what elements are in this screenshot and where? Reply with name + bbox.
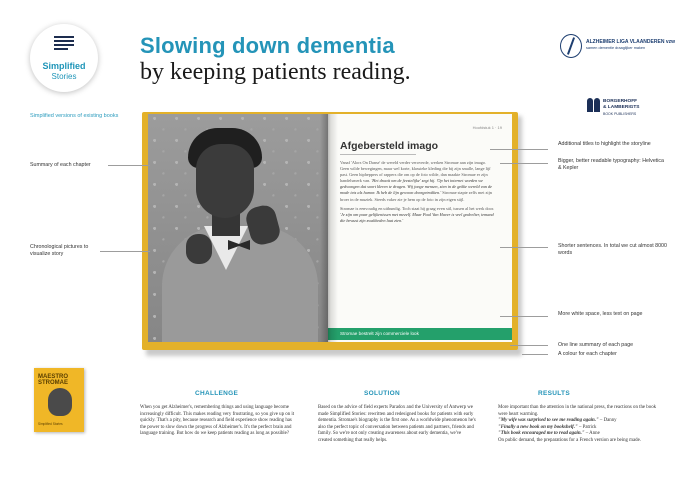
quote-text: "This book encouraged me to read again.": [498, 431, 585, 436]
annotation-line: [500, 247, 548, 248]
photo-page: [148, 114, 328, 342]
open-book: [142, 110, 522, 356]
publisher-mark-icon: [587, 98, 593, 112]
paragraph-1: Vanaf 'Alors On Danse' de wereld verder veroverde, werken Stromae aan zijn imago. Geen wilde bewegingen, maar wel korte, klassieke kleding die bij zijn smalle, lange lijf past. Geen hipheppers of rappers die om op de foto wilde, dan maakte Stromae er zijn handelsmerk van.: [340, 160, 491, 184]
annotation-chapter-colour: A colour for each chapter: [558, 351, 617, 357]
results-text: [498, 405, 658, 444]
publisher-mark-icon-2: [594, 98, 600, 112]
solution-title: SOLUTION: [364, 390, 400, 397]
chapter-title: Afgebersteld imago: [340, 140, 439, 152]
results-intro: More important than the attention in the national press, the reactions on the book were heart warming.: [498, 405, 657, 417]
annotation-line: [510, 345, 548, 346]
headline-line2: by keeping patients reading.: [140, 59, 411, 85]
logo-name-line2: Stories: [51, 72, 77, 81]
chapter-body: [340, 160, 496, 227]
sponsor1-name: ALZHEIMER LIGA VLAANDEREN vzw: [586, 39, 675, 45]
sponsor2-name: [603, 99, 640, 111]
cover-footer: Simplified Stories: [38, 422, 63, 426]
annotation-line: [522, 354, 548, 355]
photo-hand-left: [186, 234, 212, 264]
text-page: [328, 114, 512, 342]
quote-text: "Finally a new book on my bookshelf.": [498, 424, 578, 430]
cover-title: [38, 374, 68, 386]
simplified-stories-logo: [30, 24, 98, 92]
annotation-line: [490, 149, 548, 150]
book-lines-icon: [54, 36, 74, 52]
annotation-one-line-summary: One line summary of each page: [558, 342, 634, 348]
cover-title-line2: STROMAE: [38, 380, 68, 386]
results-outro: On public demand, the preparations for a French version are being made.: [498, 437, 642, 443]
annotation-line: [108, 165, 150, 166]
page-summary-text: Stromae bestrelt zijn commerciele look: [340, 331, 419, 336]
chapter-divider: [340, 154, 416, 155]
page-header: Hoofdstuk 1 · 19: [472, 125, 502, 130]
results-title: RESULTS: [538, 390, 570, 397]
quote-2: 'Je zijn om paar gelijkenissen met mezelf. Maar Paul Van Haver is veel gedeelter, iemand die bewust zijn zwakheden laat zien.': [340, 211, 494, 223]
photo-face: [196, 144, 254, 218]
alzheimer-liga-mark-icon: [560, 34, 582, 58]
sponsor2-name-line2: & LAMBERIGTS: [603, 105, 640, 110]
annotation-additional-titles: Additional titles to highlight the storyline: [558, 141, 651, 147]
quote-author: – Anne: [584, 431, 600, 436]
challenge-title: CHALLENGE: [195, 390, 239, 397]
book-cover-thumbnail: [34, 368, 84, 432]
logo-name-line1: Simplified: [42, 61, 86, 71]
annotation-chronological-pictures: Chronological pictures to visualize story: [30, 244, 89, 257]
quote-author: – Patrick: [577, 424, 597, 430]
solution-text: Based on the advice of field experts Paradox and the University of Antwerp we made Simplified Stories: rewritten and redesigned books for patients with early dementia. Stromae's biography is the first one. As a worldwide phenomenon he's also the perfect topic of conversation between patients and partners, friends and family. So we're not only creating awareness about early dementia, we've created something that really helps.: [318, 405, 476, 443]
annotation-line: [100, 251, 150, 252]
alzheimer-liga-logo: [560, 34, 675, 64]
annotation-white-space: More white space, less text on page: [558, 311, 643, 317]
cover-portrait: [48, 388, 72, 416]
challenge-text: When you get Alzheimer's, remembering things and using language become increasingly difficult. This makes reading very frustrating, so you give up on it quickly. That's a pity, because research and field experience show reading has the power to slow down the progress of Alzheimer's. It's the perfect brain and language training. But how do we keep patients reading as long as possible?: [140, 405, 295, 436]
borgerhoff-lamberigts-logo: [587, 96, 667, 118]
headline-line1: Slowing down dementia: [140, 33, 395, 58]
annotation-typography: Bigger, better readable typography: Helvetica & Kepler: [558, 158, 665, 171]
annotation-chapter-summary: Summary of each chapter: [30, 162, 91, 168]
sponsor2-name-line1: BORGERHOFF: [603, 99, 638, 104]
sponsor2-subtitle: BOOK PUBLISHERS: [603, 112, 637, 116]
paragraph-2: Stromae stapte zelfs met zijn broer in de muziek. Steeds vaker zie je hem op de foto in zijn eigen stijl.: [340, 190, 492, 202]
tagline: Simplified versions of existing books: [30, 113, 119, 119]
sponsor1-subtitle: samen dementie draaglijker maken: [586, 46, 646, 50]
annotation-line: [500, 316, 548, 317]
quote-text: "My wife was surprised to see me reading again.": [498, 418, 599, 423]
paragraph-3: Stromae is eenvoudig en uitbundig. Toch staat hij graag even stil, tussen al het werk door.: [340, 205, 495, 211]
quote-author: – Danny: [598, 418, 617, 423]
page-summary-bar: [328, 328, 512, 340]
book-spine: [320, 114, 338, 342]
cover-title-line1: MAESTRO: [38, 374, 68, 380]
quote-1: 'Het draait om de feestelijke' zegt hij. 'Op het internet worden we gedwongen dat soort kleren te dragen. Wij jonge mensen, zien in de gekke wereld van de mode iets als humor. Ik heb de lijn gewoon doorgetrokken.': [340, 178, 493, 196]
annotation-line: [500, 163, 548, 164]
annotation-shorter-sentences: Shorter sentences. In total we cut almost 8000 words: [558, 243, 667, 256]
